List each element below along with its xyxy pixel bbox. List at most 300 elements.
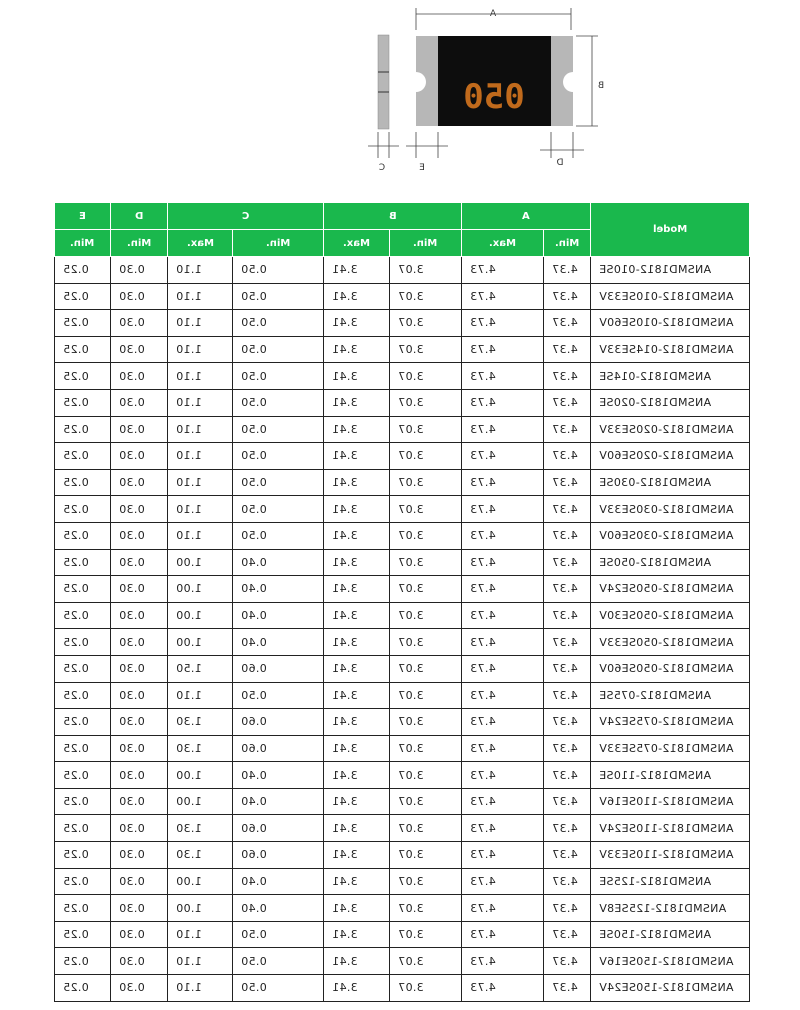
value-cell-amax: 4.73: [462, 842, 544, 869]
model-cell: ANSMD1812-030SE60V: [591, 522, 750, 549]
model-cell: ANSMD1812-014SE: [591, 363, 750, 390]
value-cell-amax: 4.73: [462, 336, 544, 363]
value-cell-bmin: 3.07: [390, 310, 462, 337]
table-row: [55, 257, 750, 284]
value-cell-bmax: 3.41: [324, 815, 390, 842]
subheader-b-min: Min.: [390, 230, 462, 257]
header-c: C: [168, 203, 324, 230]
right-terminal: [551, 36, 573, 126]
value-cell-amax: 4.73: [462, 868, 544, 895]
value-cell-e: 0.25: [55, 895, 111, 922]
value-cell-amax: 4.73: [462, 815, 544, 842]
value-cell-d: 0.30: [111, 735, 168, 762]
value-cell-cmin: 0.50: [233, 389, 324, 416]
value-cell-d: 0.30: [111, 496, 168, 523]
value-cell-cmin: 0.40: [233, 895, 324, 922]
value-cell-amax: 4.73: [462, 257, 544, 284]
value-cell-bmin: 3.07: [390, 842, 462, 869]
value-cell-bmin: 3.07: [390, 602, 462, 629]
value-cell-cmin: 0.50: [233, 336, 324, 363]
value-cell-amin: 4.37: [544, 709, 591, 736]
model-cell: ANSMD1812-030SE33V: [591, 496, 750, 523]
value-cell-amax: 4.73: [462, 975, 544, 1002]
value-cell-amin: 4.37: [544, 549, 591, 576]
model-cell: ANSMD1812-110SE24V: [591, 815, 750, 842]
value-cell-cmin: 0.40: [233, 788, 324, 815]
table-body: [55, 257, 750, 1002]
value-cell-amax: 4.73: [462, 602, 544, 629]
value-cell-cmax: 1.00: [168, 762, 233, 789]
value-cell-bmax: 3.41: [324, 389, 390, 416]
value-cell-amin: 4.37: [544, 762, 591, 789]
value-cell-d: 0.30: [111, 576, 168, 603]
model-cell: ANSMD1812-050SE: [591, 549, 750, 576]
value-cell-cmax: 1.00: [168, 576, 233, 603]
value-cell-bmin: 3.07: [390, 389, 462, 416]
value-cell-amin: 4.37: [544, 682, 591, 709]
value-cell-e: 0.25: [55, 549, 111, 576]
value-cell-cmin: 0.50: [233, 522, 324, 549]
value-cell-amax: 4.73: [462, 895, 544, 922]
value-cell-cmax: 1.00: [168, 602, 233, 629]
value-cell-d: 0.30: [111, 363, 168, 390]
model-cell: ANSMD1812-150SE16V: [591, 948, 750, 975]
value-cell-cmin: 0.50: [233, 310, 324, 337]
value-cell-bmax: 3.41: [324, 629, 390, 656]
value-cell-cmin: 0.60: [233, 815, 324, 842]
table-row: [55, 948, 750, 975]
value-cell-e: 0.25: [55, 283, 111, 310]
header-model: Model: [591, 203, 750, 257]
value-cell-bmax: 3.41: [324, 921, 390, 948]
model-cell: ANSMD1812-050SE30V: [591, 602, 750, 629]
model-cell: ANSMD1812-010SE33V: [591, 283, 750, 310]
value-cell-bmin: 3.07: [390, 709, 462, 736]
value-cell-cmin: 0.50: [233, 443, 324, 470]
model-cell: ANSMD1812-050SE60V: [591, 655, 750, 682]
value-cell-d: 0.30: [111, 815, 168, 842]
chip-marking: 050: [463, 77, 525, 117]
value-cell-cmax: 1.10: [168, 363, 233, 390]
value-cell-bmin: 3.07: [390, 815, 462, 842]
value-cell-cmax: 1.10: [168, 389, 233, 416]
value-cell-bmax: 3.41: [324, 868, 390, 895]
value-cell-amax: 4.73: [462, 682, 544, 709]
model-cell: ANSMD1812-010SE60V: [591, 310, 750, 337]
value-cell-bmin: 3.07: [390, 469, 462, 496]
value-cell-bmin: 3.07: [390, 283, 462, 310]
value-cell-amin: 4.37: [544, 788, 591, 815]
value-cell-amin: 4.37: [544, 895, 591, 922]
table-row: [55, 443, 750, 470]
table-row: [55, 629, 750, 656]
value-cell-e: 0.25: [55, 655, 111, 682]
value-cell-bmin: 3.07: [390, 762, 462, 789]
value-cell-d: 0.30: [111, 895, 168, 922]
value-cell-e: 0.25: [55, 496, 111, 523]
value-cell-amax: 4.73: [462, 709, 544, 736]
value-cell-cmin: 0.50: [233, 416, 324, 443]
model-cell: ANSMD1812-020SE33V: [591, 416, 750, 443]
value-cell-amin: 4.37: [544, 735, 591, 762]
table-row: [55, 842, 750, 869]
value-cell-amin: 4.37: [544, 815, 591, 842]
table-row: [55, 975, 750, 1002]
value-cell-bmin: 3.07: [390, 921, 462, 948]
value-cell-d: 0.30: [111, 416, 168, 443]
chip-drawing: [360, 0, 620, 185]
value-cell-cmin: 0.60: [233, 735, 324, 762]
value-cell-cmin: 0.40: [233, 549, 324, 576]
value-cell-cmin: 0.50: [233, 948, 324, 975]
value-cell-e: 0.25: [55, 842, 111, 869]
value-cell-amax: 4.73: [462, 389, 544, 416]
value-cell-bmax: 3.41: [324, 416, 390, 443]
value-cell-bmin: 3.07: [390, 443, 462, 470]
left-terminal: [416, 36, 438, 126]
value-cell-e: 0.25: [55, 788, 111, 815]
side-view: [378, 35, 389, 129]
value-cell-amin: 4.37: [544, 948, 591, 975]
value-cell-bmin: 3.07: [390, 416, 462, 443]
value-cell-e: 0.25: [55, 469, 111, 496]
value-cell-cmin: 0.50: [233, 921, 324, 948]
value-cell-cmax: 1.10: [168, 336, 233, 363]
value-cell-bmin: 3.07: [390, 895, 462, 922]
value-cell-amin: 4.37: [544, 257, 591, 284]
value-cell-amin: 4.37: [544, 363, 591, 390]
table-row: [55, 815, 750, 842]
value-cell-cmax: 1.00: [168, 549, 233, 576]
value-cell-e: 0.25: [55, 416, 111, 443]
value-cell-amax: 4.73: [462, 496, 544, 523]
value-cell-amin: 4.37: [544, 310, 591, 337]
value-cell-bmax: 3.41: [324, 363, 390, 390]
table-row: [55, 735, 750, 762]
value-cell-amax: 4.73: [462, 576, 544, 603]
table-row: [55, 522, 750, 549]
model-cell: ANSMD1812-050SE33V: [591, 629, 750, 656]
dim-label-b: B: [597, 81, 605, 91]
value-cell-cmin: 0.50: [233, 257, 324, 284]
value-cell-cmin: 0.40: [233, 868, 324, 895]
value-cell-d: 0.30: [111, 336, 168, 363]
value-cell-e: 0.25: [55, 336, 111, 363]
value-cell-bmin: 3.07: [390, 629, 462, 656]
value-cell-amax: 4.73: [462, 310, 544, 337]
value-cell-cmax: 1.50: [168, 655, 233, 682]
model-cell: ANSMD1812-125SE: [591, 868, 750, 895]
value-cell-cmax: 1.10: [168, 283, 233, 310]
value-cell-bmax: 3.41: [324, 788, 390, 815]
value-cell-bmin: 3.07: [390, 522, 462, 549]
model-cell: ANSMD1812-125SE8V: [591, 895, 750, 922]
value-cell-bmin: 3.07: [390, 496, 462, 523]
value-cell-d: 0.30: [111, 762, 168, 789]
value-cell-cmax: 1.10: [168, 496, 233, 523]
table-row: [55, 682, 750, 709]
value-cell-bmin: 3.07: [390, 549, 462, 576]
value-cell-cmin: 0.50: [233, 682, 324, 709]
value-cell-bmax: 3.41: [324, 522, 390, 549]
table-row: [55, 336, 750, 363]
value-cell-amin: 4.37: [544, 389, 591, 416]
value-cell-d: 0.30: [111, 283, 168, 310]
value-cell-cmax: 1.10: [168, 975, 233, 1002]
value-cell-amin: 4.37: [544, 602, 591, 629]
value-cell-bmax: 3.41: [324, 576, 390, 603]
value-cell-d: 0.30: [111, 709, 168, 736]
value-cell-cmax: 1.10: [168, 310, 233, 337]
header-d: D: [111, 203, 168, 230]
value-cell-amax: 4.73: [462, 762, 544, 789]
value-cell-d: 0.30: [111, 975, 168, 1002]
value-cell-bmax: 3.41: [324, 310, 390, 337]
value-cell-bmax: 3.41: [324, 948, 390, 975]
value-cell-cmax: 1.30: [168, 842, 233, 869]
value-cell-cmax: 1.10: [168, 921, 233, 948]
model-cell: ANSMD1812-150SE: [591, 921, 750, 948]
value-cell-bmin: 3.07: [390, 788, 462, 815]
value-cell-amax: 4.73: [462, 921, 544, 948]
table-row: [55, 416, 750, 443]
dim-label-a: A: [489, 9, 497, 19]
value-cell-cmin: 0.40: [233, 602, 324, 629]
value-cell-bmax: 3.41: [324, 257, 390, 284]
value-cell-amin: 4.37: [544, 469, 591, 496]
value-cell-bmax: 3.41: [324, 336, 390, 363]
model-cell: ANSMD1812-020SE60V: [591, 443, 750, 470]
value-cell-amin: 4.37: [544, 416, 591, 443]
value-cell-bmax: 3.41: [324, 549, 390, 576]
value-cell-amax: 4.73: [462, 283, 544, 310]
table-row: [55, 788, 750, 815]
specification-table: [54, 202, 750, 1002]
value-cell-bmax: 3.41: [324, 895, 390, 922]
value-cell-bmin: 3.07: [390, 868, 462, 895]
table-row: [55, 363, 750, 390]
table-row: [55, 469, 750, 496]
value-cell-amax: 4.73: [462, 735, 544, 762]
header-e: E: [55, 203, 111, 230]
table-row: [55, 549, 750, 576]
value-cell-bmax: 3.41: [324, 443, 390, 470]
subheader-d-min: Min.: [111, 230, 168, 257]
value-cell-bmin: 3.07: [390, 576, 462, 603]
value-cell-e: 0.25: [55, 975, 111, 1002]
value-cell-amin: 4.37: [544, 655, 591, 682]
value-cell-amin: 4.37: [544, 336, 591, 363]
value-cell-amin: 4.37: [544, 522, 591, 549]
value-cell-d: 0.30: [111, 842, 168, 869]
value-cell-cmax: 1.30: [168, 709, 233, 736]
model-cell: ANSMD1812-110SE33V: [591, 842, 750, 869]
value-cell-cmax: 1.00: [168, 788, 233, 815]
value-cell-cmin: 0.50: [233, 469, 324, 496]
model-cell: ANSMD1812-075SE33V: [591, 735, 750, 762]
value-cell-cmin: 0.40: [233, 762, 324, 789]
value-cell-amin: 4.37: [544, 975, 591, 1002]
header-b: B: [324, 203, 462, 230]
value-cell-d: 0.30: [111, 629, 168, 656]
value-cell-bmax: 3.41: [324, 469, 390, 496]
value-cell-d: 0.30: [111, 310, 168, 337]
table-row: [55, 655, 750, 682]
value-cell-d: 0.30: [111, 788, 168, 815]
value-cell-bmax: 3.41: [324, 842, 390, 869]
value-cell-cmax: 1.10: [168, 522, 233, 549]
dim-label-d: D: [556, 158, 564, 168]
value-cell-cmin: 0.50: [233, 363, 324, 390]
value-cell-amin: 4.37: [544, 921, 591, 948]
model-cell: ANSMD1812-010SE: [591, 257, 750, 284]
value-cell-amin: 4.37: [544, 496, 591, 523]
table-row: [55, 709, 750, 736]
value-cell-e: 0.25: [55, 363, 111, 390]
value-cell-e: 0.25: [55, 602, 111, 629]
value-cell-d: 0.30: [111, 948, 168, 975]
value-cell-bmax: 3.41: [324, 735, 390, 762]
value-cell-bmin: 3.07: [390, 682, 462, 709]
value-cell-amin: 4.37: [544, 629, 591, 656]
model-cell: ANSMD1812-050SE24V: [591, 576, 750, 603]
value-cell-cmin: 0.40: [233, 629, 324, 656]
value-cell-amax: 4.73: [462, 948, 544, 975]
value-cell-cmax: 1.10: [168, 443, 233, 470]
table-row: [55, 496, 750, 523]
value-cell-e: 0.25: [55, 762, 111, 789]
value-cell-cmin: 0.50: [233, 496, 324, 523]
dim-label-c: C: [378, 163, 386, 173]
component-dimension-diagram: [360, 0, 620, 185]
value-cell-d: 0.30: [111, 682, 168, 709]
value-cell-cmax: 1.30: [168, 735, 233, 762]
value-cell-d: 0.30: [111, 443, 168, 470]
value-cell-amax: 4.73: [462, 522, 544, 549]
table-row: [55, 895, 750, 922]
value-cell-bmin: 3.07: [390, 948, 462, 975]
value-cell-cmax: 1.10: [168, 416, 233, 443]
value-cell-amin: 4.37: [544, 842, 591, 869]
value-cell-cmax: 1.10: [168, 257, 233, 284]
value-cell-e: 0.25: [55, 389, 111, 416]
value-cell-cmax: 1.10: [168, 469, 233, 496]
value-cell-bmax: 3.41: [324, 762, 390, 789]
value-cell-bmax: 3.41: [324, 682, 390, 709]
value-cell-e: 0.25: [55, 921, 111, 948]
value-cell-cmin: 0.60: [233, 842, 324, 869]
model-cell: ANSMD1812-014SE33V: [591, 336, 750, 363]
value-cell-cmin: 0.60: [233, 655, 324, 682]
value-cell-bmin: 3.07: [390, 975, 462, 1002]
value-cell-amax: 4.73: [462, 469, 544, 496]
value-cell-amin: 4.37: [544, 283, 591, 310]
table-row: [55, 762, 750, 789]
value-cell-amax: 4.73: [462, 629, 544, 656]
value-cell-e: 0.25: [55, 948, 111, 975]
table-row: [55, 868, 750, 895]
value-cell-d: 0.30: [111, 389, 168, 416]
value-cell-e: 0.25: [55, 709, 111, 736]
model-cell: ANSMD1812-075SE24V: [591, 709, 750, 736]
value-cell-e: 0.25: [55, 735, 111, 762]
subheader-a-max: Max.: [462, 230, 544, 257]
value-cell-d: 0.30: [111, 655, 168, 682]
value-cell-amax: 4.73: [462, 549, 544, 576]
value-cell-e: 0.25: [55, 629, 111, 656]
value-cell-d: 0.30: [111, 469, 168, 496]
value-cell-cmin: 0.60: [233, 709, 324, 736]
value-cell-cmax: 1.00: [168, 895, 233, 922]
value-cell-bmin: 3.07: [390, 336, 462, 363]
value-cell-bmin: 3.07: [390, 257, 462, 284]
value-cell-cmin: 0.50: [233, 975, 324, 1002]
model-cell: ANSMD1812-020SE: [591, 389, 750, 416]
value-cell-d: 0.30: [111, 257, 168, 284]
dim-label-e: E: [419, 163, 425, 173]
group-header-row: [55, 203, 750, 230]
value-cell-amin: 4.37: [544, 868, 591, 895]
value-cell-amax: 4.73: [462, 655, 544, 682]
model-cell: ANSMD1812-030SE: [591, 469, 750, 496]
value-cell-e: 0.25: [55, 310, 111, 337]
value-cell-e: 0.25: [55, 257, 111, 284]
value-cell-bmax: 3.41: [324, 496, 390, 523]
value-cell-amax: 4.73: [462, 788, 544, 815]
value-cell-amin: 4.37: [544, 576, 591, 603]
table-row: [55, 310, 750, 337]
value-cell-cmax: 1.00: [168, 629, 233, 656]
value-cell-bmax: 3.41: [324, 709, 390, 736]
value-cell-cmax: 1.10: [168, 682, 233, 709]
model-cell: ANSMD1812-150SE24V: [591, 975, 750, 1002]
value-cell-bmin: 3.07: [390, 735, 462, 762]
value-cell-amin: 4.37: [544, 443, 591, 470]
value-cell-e: 0.25: [55, 682, 111, 709]
value-cell-d: 0.30: [111, 602, 168, 629]
subheader-c-min: Min.: [233, 230, 324, 257]
value-cell-bmax: 3.41: [324, 602, 390, 629]
subheader-b-max: Max.: [324, 230, 390, 257]
table-row: [55, 283, 750, 310]
table-row: [55, 602, 750, 629]
value-cell-bmax: 3.41: [324, 655, 390, 682]
value-cell-cmin: 0.50: [233, 283, 324, 310]
value-cell-bmin: 3.07: [390, 363, 462, 390]
value-cell-e: 0.25: [55, 868, 111, 895]
subheader-c-max: Max.: [168, 230, 233, 257]
value-cell-amax: 4.73: [462, 363, 544, 390]
value-cell-d: 0.30: [111, 921, 168, 948]
value-cell-e: 0.25: [55, 576, 111, 603]
model-cell: ANSMD1812-110SE16V: [591, 788, 750, 815]
table-row: [55, 389, 750, 416]
model-cell: ANSMD1812-110SE: [591, 762, 750, 789]
table-row: [55, 921, 750, 948]
model-cell: ANSMD1812-075SE: [591, 682, 750, 709]
value-cell-d: 0.30: [111, 522, 168, 549]
value-cell-amax: 4.73: [462, 443, 544, 470]
value-cell-d: 0.30: [111, 868, 168, 895]
value-cell-e: 0.25: [55, 522, 111, 549]
value-cell-e: 0.25: [55, 815, 111, 842]
value-cell-bmin: 3.07: [390, 655, 462, 682]
value-cell-cmax: 1.10: [168, 948, 233, 975]
value-cell-bmax: 3.41: [324, 975, 390, 1002]
subheader-a-min: Min.: [544, 230, 591, 257]
header-a: A: [462, 203, 591, 230]
value-cell-d: 0.30: [111, 549, 168, 576]
